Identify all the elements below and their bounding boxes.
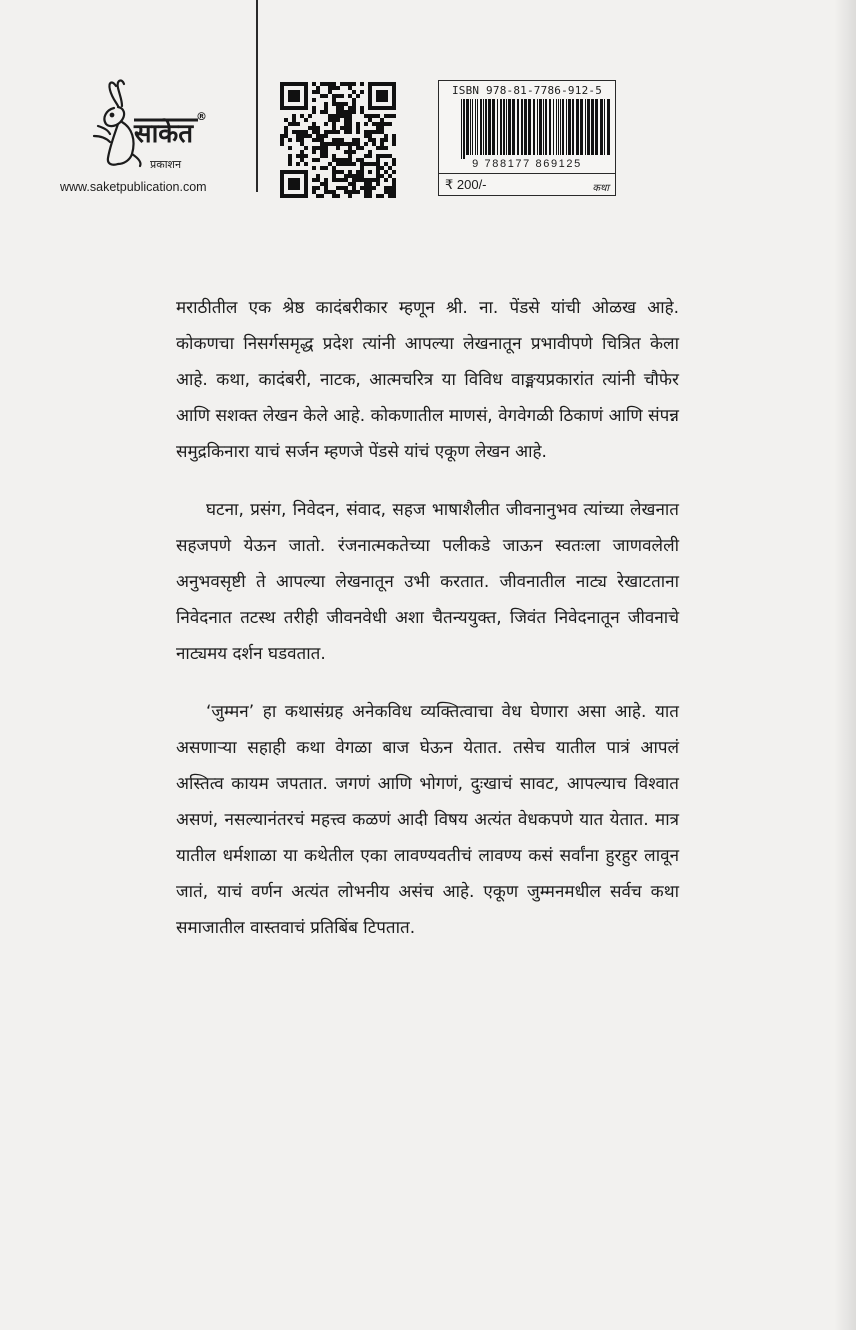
isbn-label: ISBN 978-81-7786-912-5 bbox=[451, 84, 603, 97]
barcode bbox=[459, 99, 615, 159]
spine-shadow bbox=[834, 0, 856, 1330]
price-separator bbox=[439, 173, 615, 174]
isbn-box bbox=[438, 80, 616, 196]
price: ₹ 200/- bbox=[445, 177, 487, 192]
publisher-logo bbox=[88, 78, 218, 178]
blurb-paragraph: ‘जुम्मन’ हा कथासंग्रह अनेकविध व्यक्तित्वाचा वेध घेणारा असा आहे. यात असणाऱ्या सहाही कथा वेगळा बाज घेऊन येतात. तसेच यातील पात्रं आपलं अस्तित्व कायम जपतात. जगणं आणि भोगणं, दुःखाचं सावट, आपल्याच विश्वात असणं, नसल्यानंतरचं महत्त्व कळणं आदी विषय अत्यंत वेधकपणे यात येतात. मात्र यातील धर्मशाळा या कथेतील एका लावण्यवतीचं लावण्य कसं सर्वांना हुरहुर लावून जातं, याचं वर्णन अत्यंत लोभनीय असंच आहे. एकूण जुम्मनमधील सर्वच कथा समाजातील वास्तवाचं प्रतिबिंब टिपतात. bbox=[176, 702, 679, 938]
blurb-paragraph: मराठीतील एक श्रेष्ठ कादंबरीकार म्हणून श्री. ना. पेंडसे यांची ओळख आहे. कोकणचा निसर्गसमृद्ध प्रदेश त्यांनी आपल्या लेखनातून प्रभावीपणे चित्रित केला आहे. कथा, कादंबरी, नाटक, आत्मचरित्र या विविध वाङ्मयप्रकारांत त्यांनी चौफेर आणि सशक्त लेखन केले आहे. कोकणातील माणसं, वेगवेगळी ठिकाणं आणि संपन्न समुद्रकिनारा याचं सर्जन म्हणजे पेंडसे यांचं एकूण लेखन आहे. bbox=[176, 298, 679, 462]
publisher-website: www.saketpublication.com bbox=[60, 180, 207, 194]
registered-mark: ® bbox=[196, 110, 207, 123]
vertical-divider bbox=[256, 0, 258, 192]
ean-digits: 9 788177 869125 bbox=[472, 158, 582, 170]
logo-wordmark: साकेत bbox=[134, 119, 194, 149]
book-blurb bbox=[176, 290, 679, 968]
blurb-paragraph: घटना, प्रसंग, निवेदन, संवाद, सहज भाषाशैलीत जीवनानुभव त्यांच्या लेखनात सहजपणे येऊन जातो. रंजनात्मकतेच्या पलीकडे जाऊन स्वतःला जाणवलेली अनुभवसृष्टी ते आपल्या लेखनातून उभी करतात. जीवनातील नाट्य रेखाटताना निवेदनात तटस्थ तरीही जीवनवेधी अशा चैतन्ययुक्त, जिवंत निवेदनातून जीवनाचे नाट्यमय दर्शन घडवतात. bbox=[176, 500, 679, 664]
logo-subtext: प्रकाशन bbox=[150, 158, 182, 171]
genre-label: कथा bbox=[592, 183, 609, 194]
qr-code bbox=[280, 82, 396, 198]
